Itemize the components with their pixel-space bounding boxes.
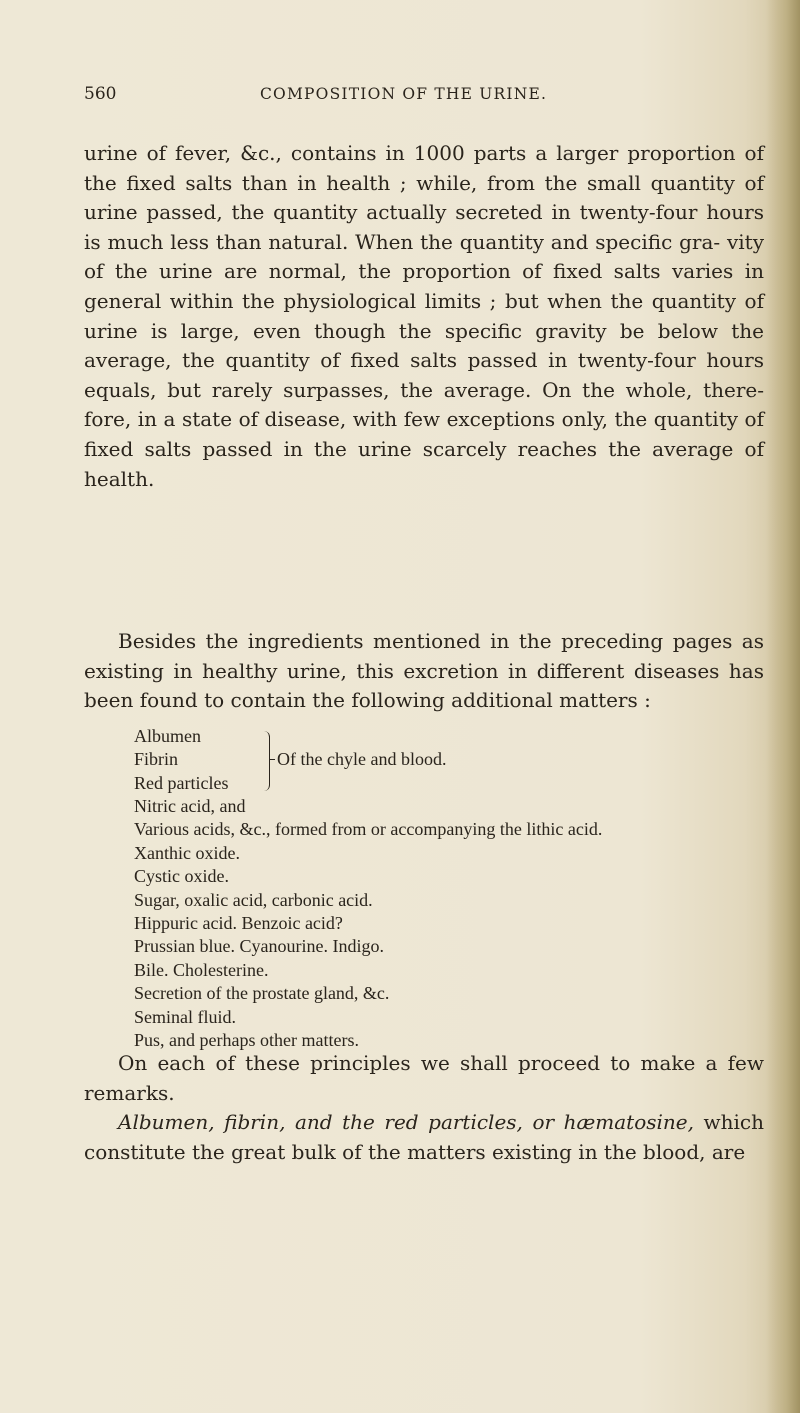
paragraph-fixed-salts [84,139,764,494]
list-item: Bile. Cholesterine. [134,959,269,980]
running-title: COMPOSITION OF THE URINE. [260,85,548,103]
paragraph-remarks [84,1049,764,1108]
italic-phrase: Albumen, fibrin, and the red particles, or hæmatosine, [118,1110,694,1134]
paragraph-additional-matters [84,627,764,716]
list-item: Various acids, &c., formed from or accompanying the lithic acid. [134,819,603,840]
list-item: Cystic oxide. [134,866,229,887]
paragraph-rest: which constitute the great bulk of the matters existing in the blood, are [84,1110,764,1164]
running-header [84,84,764,110]
list-item: Pus, and perhaps other matters. [134,1030,359,1051]
page-number: 560 [84,84,117,104]
paragraph-text: On each of these principles we shall proceed to make a few remarks. [84,1051,764,1105]
ingredients-list [134,725,774,1052]
list-item: Prussian blue. Cyanourine. Indigo. [134,936,384,957]
list-item: Seminal fluid. [134,1006,236,1027]
list-item: Xanthic oxide. [134,842,240,863]
paragraph-text [84,1108,764,1167]
list-item: Red particles [134,772,229,793]
list-item: Sugar, oxalic acid, carbonic acid. [134,889,373,910]
list-item: Secretion of the prostate gland, &c. [134,983,390,1004]
list-item: Nitric acid, and [134,796,246,816]
chyle-blood-group [134,725,774,795]
group-note: Of the chyle and blood. [277,749,447,769]
page-edge-shadow [766,0,800,1413]
paragraph-text: Besides the ingredients mentioned in the preceding pages as existing in healthy urine, this excretion in different diseases has been found to contain the following additional matters : [84,629,764,713]
brace-bracket [263,731,270,791]
paragraph-albumen [84,1108,764,1167]
list-item: Albumen [134,726,201,746]
list-item: Hippuric acid. Benzoic acid? [134,913,343,934]
paragraph-text: urine of fever, &c., contains in 1000 parts a larger proportion of the fixed salts than in health ; while, from the small quantity of urine passed, the quantity actually secreted in twenty-four hours is much less than natural. When the quantity and specific gra- vity of the urine are normal, the proportion of fixed salts varies in general within the physiological limits ; but when the quantity of urine is large, even though the specific gravity be below the average, the quantity of fixed salts passed in twenty-four hours equals, but rarely surpasses, the average. On the whole, there- fore, in a state of disease, with few exceptions only, the quantity of fixed salts passed in the urine scarcely reaches the average of health. [84,141,764,491]
group-names [134,725,228,795]
list-item: Fibrin [134,749,179,770]
